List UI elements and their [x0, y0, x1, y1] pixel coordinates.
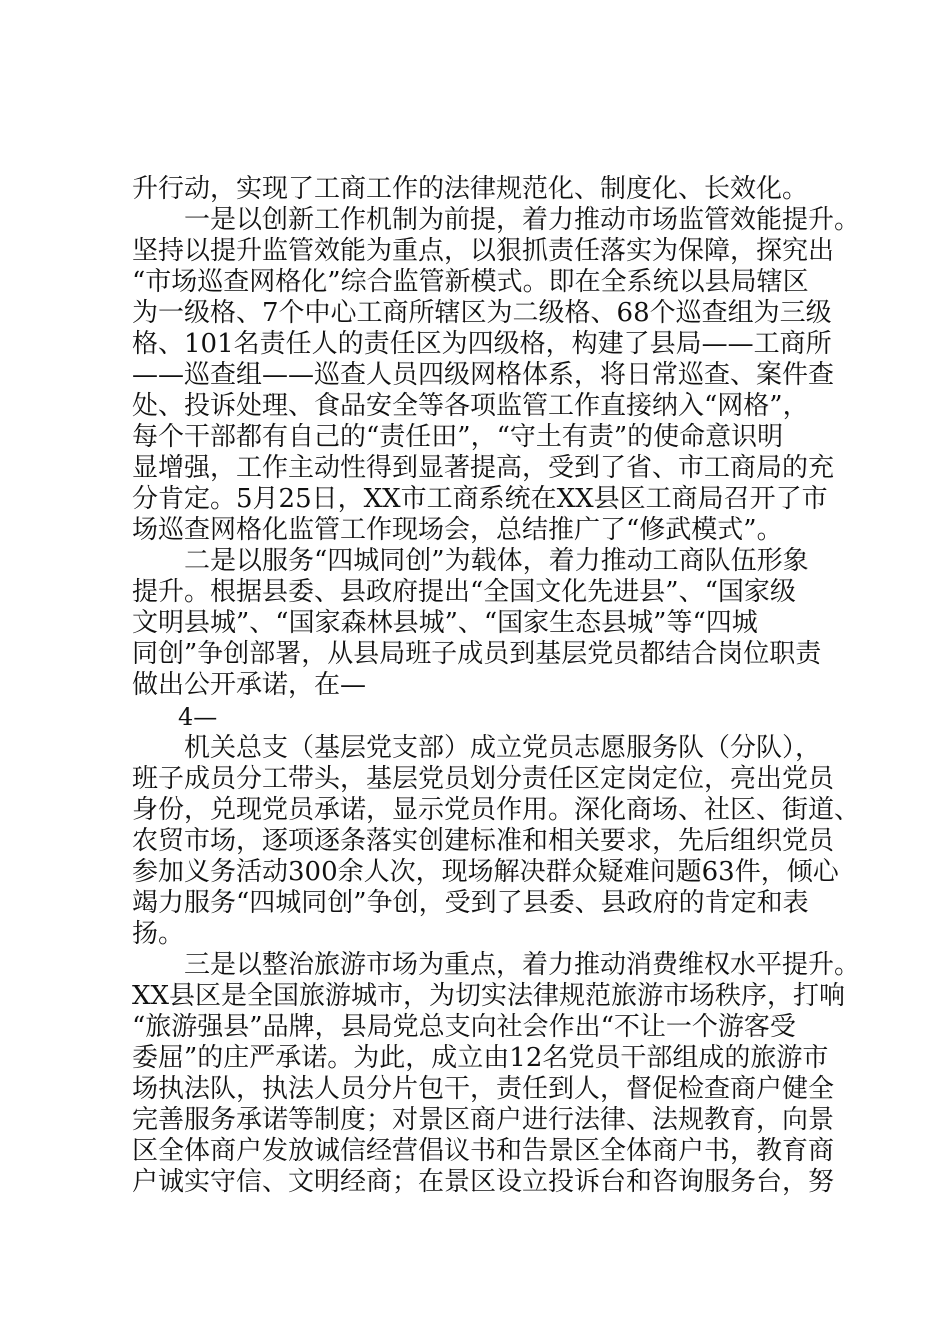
text-line: 升行动，实现了工商工作的法律规范化、制度化、长效化。	[132, 174, 809, 204]
text-line: 同创”争创部署，从县局班子成员到基层党员都结合岗位职责	[132, 639, 822, 669]
text-line: 户诚实守信、文明经商；在景区设立投诉台和咨询服务台，努	[132, 1167, 835, 1197]
text-line: 区全体商户发放诚信经营倡议书和告景区全体商户书，教育商	[132, 1136, 835, 1166]
text-line: 委屈”的庄严承诺。为此，成立由12名党员干部组成的旅游市	[132, 1043, 829, 1073]
text-line: 身份，兑现党员承诺，显示党员作用。深化商场、社区、街道、	[132, 795, 861, 825]
text-line: 参加义务活动300余人次，现场解决群众疑难问题63件，倾心	[132, 857, 839, 887]
paragraph-start-line: 机关总支（基层党支部）成立党员志愿服务队（分队），	[184, 733, 822, 763]
text-line: “旅游强县”品牌，县局党总支向社会作出“不让一个游客受	[132, 1012, 796, 1042]
page-number: 4—	[178, 703, 218, 731]
text-line: XX县区是全国旅游城市，为切实法律规范旅游市场秩序，打响	[132, 981, 846, 1011]
text-line: 农贸市场，逐项逐条落实创建标准和相关要求，先后组织党员	[132, 826, 835, 856]
text-line: 分肯定。5月25日，XX市工商系统在XX县区工商局召开了市	[132, 484, 828, 514]
text-line: 为一级格、7个中心工商所辖区为二级格、68个巡查组为三级	[132, 298, 832, 328]
paragraph-start-line: 二是以服务“四城同创”为载体，着力推动工商队伍形象	[184, 546, 809, 576]
text-line: 扬。	[132, 919, 185, 949]
text-line: 完善服务承诺等制度；对景区商户进行法律、法规教育，向景	[132, 1105, 835, 1135]
text-line: 班子成员分工带头，基层党员划分责任区定岗定位，亮出党员	[132, 764, 835, 794]
text-line: 场执法队，执法人员分片包干，责任到人，督促检查商户健全	[132, 1074, 835, 1104]
text-line: 格、101名责任人的责任区为四级格，构建了县局——工商所	[132, 329, 832, 359]
text-line: 文明县城”、“国家森林县城”、“国家生态县城”等“四城	[132, 608, 758, 638]
text-line: 竭力服务“四城同创”争创，受到了县委、县政府的肯定和表	[132, 888, 809, 918]
paragraph-start-line: 三是以整治旅游市场为重点，着力推动消费维权水平提升。	[184, 950, 861, 980]
text-line: 显增强，工作主动性得到显著提高，受到了省、市工商局的充	[132, 453, 835, 483]
text-line: ——巡查组——巡查人员四级网格体系，将日常巡查、案件查	[132, 360, 835, 390]
text-line: 场巡查网格化监管工作现场会，总结推广了“修武模式”。	[132, 515, 783, 545]
text-line: 处、投诉处理、食品安全等各项监管工作直接纳入“网格”，	[132, 391, 809, 421]
paragraph-start-line: 一是以创新工作机制为前提，着力推动市场监管效能提升。	[184, 205, 861, 235]
text-line: 每个干部都有自己的“责任田”，“守土有责”的使命意识明	[132, 422, 784, 452]
text-line: 提升。根据县委、县政府提出“全国文化先进县”、“国家级	[132, 577, 796, 607]
text-line: 做出公开承诺，在—	[132, 670, 367, 700]
text-line: “市场巡查网格化”综合监管新模式。即在全系统以县局辖区	[132, 267, 809, 297]
text-line: 坚持以提升监管效能为重点，以狠抓责任落实为保障，探究出	[132, 236, 835, 266]
